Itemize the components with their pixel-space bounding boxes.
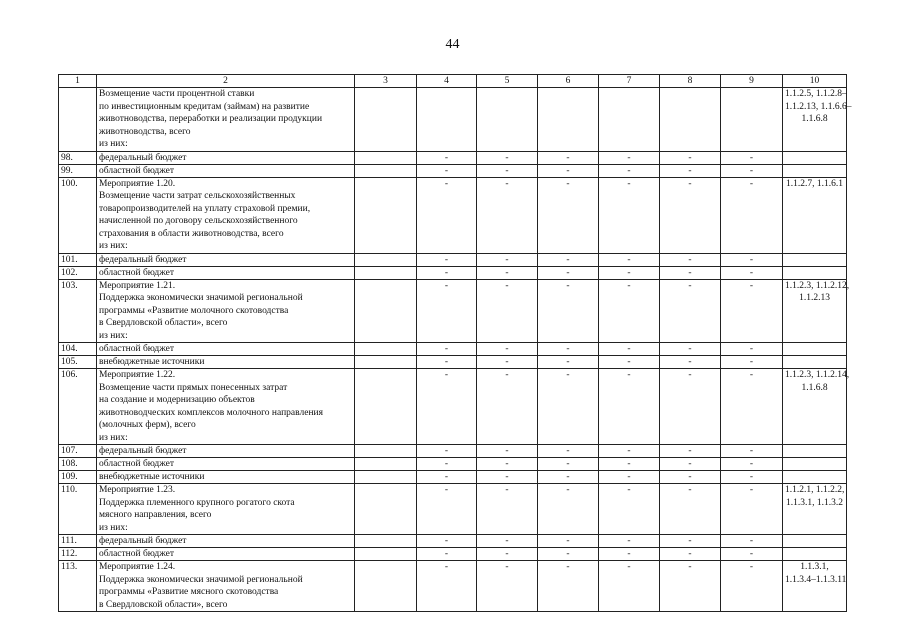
cell-col3 xyxy=(355,88,417,152)
value-cell: - xyxy=(477,253,538,266)
description-line: Возмещение части процентной ставки xyxy=(99,89,255,99)
description-line: на создание и модернизацию объектов xyxy=(99,395,255,405)
value-cell: - xyxy=(599,369,660,445)
value-cell: - xyxy=(599,253,660,266)
description-line: Поддержка экономически значимой региональной xyxy=(99,293,303,303)
value-cell: - xyxy=(477,561,538,612)
table-row xyxy=(59,253,847,266)
value-cell: - xyxy=(538,177,599,253)
reference-cell xyxy=(783,177,847,253)
description-line: Возмещение части затрат сельскохозяйственных xyxy=(99,191,296,201)
value-cell: - xyxy=(417,151,477,164)
table-row xyxy=(59,484,847,535)
value-cell: - xyxy=(538,458,599,471)
description-line: Возмещение части прямых понесенных затрат xyxy=(99,382,288,393)
value-cell: - xyxy=(477,458,538,471)
cell-col3 xyxy=(355,266,417,279)
description-line: из них: xyxy=(99,241,128,251)
row-number: 111. xyxy=(59,535,97,548)
value-cell: - xyxy=(660,369,721,445)
value-cell: - xyxy=(477,445,538,458)
value-cell: - xyxy=(538,548,599,561)
value-cell xyxy=(538,88,599,152)
row-description xyxy=(97,88,355,152)
reference-cell xyxy=(783,484,847,535)
reference-cell xyxy=(783,535,847,548)
value-cell: - xyxy=(721,471,783,484)
column-header: 9 xyxy=(721,75,783,88)
description-line: товаропроизводителей на уплату страховой премии, xyxy=(99,203,311,214)
table-row xyxy=(59,177,847,253)
value-cell: - xyxy=(721,535,783,548)
reference-line: 1.1.2.3, 1.1.2.12, xyxy=(785,280,850,291)
row-number: 109. xyxy=(59,471,97,484)
cell-col3 xyxy=(355,356,417,369)
description-line: животноводства, всего xyxy=(99,126,191,137)
description-line: Поддержка экономически значимой региональной xyxy=(99,574,303,585)
row-description xyxy=(97,458,355,471)
column-header: 7 xyxy=(599,75,660,88)
value-cell: - xyxy=(538,356,599,369)
cell-col3 xyxy=(355,458,417,471)
row-number: 102. xyxy=(59,266,97,279)
description-line: в Свердловской области», всего xyxy=(99,318,228,328)
reference-cell xyxy=(783,458,847,471)
cell-col3 xyxy=(355,535,417,548)
column-header: 8 xyxy=(660,75,721,88)
row-description xyxy=(97,561,355,612)
table-row xyxy=(59,88,847,152)
reference-line: 1.1.2.5, 1.1.2.8– xyxy=(785,89,847,99)
cell-col3 xyxy=(355,561,417,612)
description-line: из них: xyxy=(99,522,128,533)
reference-cell xyxy=(783,356,847,369)
value-cell: - xyxy=(538,343,599,356)
value-cell: - xyxy=(477,471,538,484)
table-row xyxy=(59,279,847,343)
reference-cell xyxy=(783,164,847,177)
row-number xyxy=(59,88,97,152)
cell-col3 xyxy=(355,177,417,253)
value-cell: - xyxy=(721,151,783,164)
table-row xyxy=(59,164,847,177)
value-cell: - xyxy=(538,535,599,548)
row-number: 106. xyxy=(59,369,97,445)
cell-col3 xyxy=(355,253,417,266)
table-row xyxy=(59,471,847,484)
row-number: 107. xyxy=(59,445,97,458)
row-description xyxy=(97,279,355,343)
description-line: областной бюджет xyxy=(99,344,175,354)
value-cell: - xyxy=(417,458,477,471)
table-row xyxy=(59,266,847,279)
table-row xyxy=(59,369,847,445)
value-cell: - xyxy=(477,164,538,177)
value-cell: - xyxy=(417,535,477,548)
cell-col3 xyxy=(355,484,417,535)
value-cell: - xyxy=(538,445,599,458)
reference-line: 1.1.3.1, 1.1.3.2 xyxy=(786,497,843,508)
description-line: из них: xyxy=(99,139,128,149)
table-row xyxy=(59,356,847,369)
value-cell xyxy=(599,88,660,152)
column-header: 4 xyxy=(417,75,477,88)
value-cell: - xyxy=(721,164,783,177)
value-cell: - xyxy=(599,535,660,548)
value-cell: - xyxy=(417,484,477,535)
value-cell: - xyxy=(660,445,721,458)
row-number: 98. xyxy=(59,151,97,164)
row-description xyxy=(97,484,355,535)
row-number: 108. xyxy=(59,458,97,471)
value-cell: - xyxy=(417,369,477,445)
cell-col3 xyxy=(355,369,417,445)
value-cell: - xyxy=(660,151,721,164)
value-cell xyxy=(417,88,477,152)
description-line: (молочных ферм), всего xyxy=(99,420,196,430)
value-cell: - xyxy=(721,356,783,369)
description-line: Мероприятие 1.24. xyxy=(99,562,176,572)
row-description xyxy=(97,369,355,445)
value-cell: - xyxy=(538,484,599,535)
description-line: Поддержка племенного крупного рогатого скота xyxy=(99,497,295,508)
description-line: мясного направления, всего xyxy=(99,510,212,520)
value-cell: - xyxy=(660,548,721,561)
value-cell: - xyxy=(721,279,783,343)
value-cell: - xyxy=(477,356,538,369)
value-cell: - xyxy=(599,266,660,279)
table-row xyxy=(59,151,847,164)
reference-line: 1.1.3.1, xyxy=(800,562,829,572)
description-line: Мероприятие 1.22. xyxy=(99,370,176,380)
reference-cell xyxy=(783,88,852,152)
value-cell: - xyxy=(538,164,599,177)
row-number: 105. xyxy=(59,356,97,369)
row-number: 100. xyxy=(59,177,97,253)
cell-col3 xyxy=(355,151,417,164)
value-cell: - xyxy=(599,356,660,369)
column-header: 3 xyxy=(355,75,417,88)
column-header: 10 xyxy=(783,75,847,88)
description-line: федеральный бюджет xyxy=(99,536,187,546)
value-cell: - xyxy=(599,164,660,177)
value-cell: - xyxy=(721,343,783,356)
value-cell: - xyxy=(721,445,783,458)
value-cell: - xyxy=(599,484,660,535)
column-header: 5 xyxy=(477,75,538,88)
description-line: внебюджетные источники xyxy=(99,357,205,367)
reference-line: 1.1.2.13, 1.1.6.6– xyxy=(785,101,852,112)
row-description xyxy=(97,471,355,484)
value-cell: - xyxy=(477,369,538,445)
description-line: внебюджетные источники xyxy=(99,472,205,482)
reference-cell xyxy=(783,151,847,164)
row-description xyxy=(97,445,355,458)
table-row xyxy=(59,548,847,561)
description-line: начисленной по договору сельскохозяйственного xyxy=(99,216,298,226)
value-cell: - xyxy=(538,471,599,484)
value-cell: - xyxy=(599,445,660,458)
reference-line: 1.1.2.7, 1.1.6.1 xyxy=(786,178,843,189)
description-line: страхования в области животноводства, всего xyxy=(99,228,284,239)
description-line: федеральный бюджет xyxy=(99,152,187,163)
cell-col3 xyxy=(355,164,417,177)
description-line: областной бюджет xyxy=(99,165,175,176)
description-line: в Свердловской области», всего xyxy=(99,599,228,610)
row-description xyxy=(97,535,355,548)
row-description xyxy=(97,343,355,356)
value-cell: - xyxy=(538,369,599,445)
description-line: программы «Развитие мясного скотоводства xyxy=(99,587,279,597)
value-cell: - xyxy=(417,471,477,484)
value-cell: - xyxy=(721,177,783,253)
value-cell: - xyxy=(477,177,538,253)
description-line: Мероприятие 1.23. xyxy=(99,485,176,495)
description-line: федеральный бюджет xyxy=(99,254,187,265)
value-cell: - xyxy=(477,266,538,279)
reference-line: 1.1.2.3, 1.1.2.14, xyxy=(785,370,850,380)
value-cell: - xyxy=(721,253,783,266)
reference-cell xyxy=(783,471,847,484)
description-line: федеральный бюджет xyxy=(99,446,187,456)
cell-col3 xyxy=(355,279,417,343)
value-cell: - xyxy=(417,164,477,177)
reference-line: 1.1.3.4–1.1.3.11 xyxy=(785,574,847,585)
description-line: по инвестиционным кредитам (займам) на развитие xyxy=(99,101,310,112)
value-cell: - xyxy=(599,279,660,343)
page-number: 44 xyxy=(445,37,460,52)
row-number: 110. xyxy=(59,484,97,535)
table-row xyxy=(59,445,847,458)
value-cell: - xyxy=(417,266,477,279)
reference-line: 1.1.6.8 xyxy=(801,382,828,393)
reference-cell xyxy=(783,369,850,445)
description-line: Мероприятие 1.20. xyxy=(99,178,176,189)
reference-cell xyxy=(783,445,847,458)
value-cell: - xyxy=(417,253,477,266)
value-cell: - xyxy=(721,484,783,535)
row-description xyxy=(97,253,355,266)
row-number: 104. xyxy=(59,343,97,356)
value-cell: - xyxy=(599,561,660,612)
value-cell: - xyxy=(660,484,721,535)
reference-cell xyxy=(783,548,847,561)
value-cell: - xyxy=(538,266,599,279)
value-cell: - xyxy=(599,458,660,471)
value-cell xyxy=(660,88,721,152)
cell-col3 xyxy=(355,343,417,356)
value-cell: - xyxy=(660,535,721,548)
value-cell: - xyxy=(721,266,783,279)
value-cell: - xyxy=(721,458,783,471)
value-cell: - xyxy=(538,151,599,164)
description-line: программы «Развитие молочного скотоводства xyxy=(99,305,289,316)
row-description xyxy=(97,151,355,164)
reference-line: 1.1.6.8 xyxy=(801,114,828,124)
row-number: 101. xyxy=(59,253,97,266)
value-cell: - xyxy=(599,151,660,164)
description-line: из них: xyxy=(99,432,128,443)
table-header-row xyxy=(59,75,847,88)
value-cell: - xyxy=(599,343,660,356)
value-cell: - xyxy=(599,471,660,484)
reference-cell xyxy=(783,253,847,266)
column-header: 1 xyxy=(59,75,97,88)
value-cell: - xyxy=(477,151,538,164)
budget-table xyxy=(58,74,852,612)
row-number: 99. xyxy=(59,164,97,177)
value-cell: - xyxy=(417,445,477,458)
reference-cell xyxy=(783,343,847,356)
value-cell: - xyxy=(477,548,538,561)
value-cell: - xyxy=(660,471,721,484)
value-cell: - xyxy=(660,343,721,356)
description-line: животноводческих комплексов молочного направления xyxy=(99,407,324,418)
value-cell: - xyxy=(721,561,783,612)
column-header: 2 xyxy=(97,75,355,88)
value-cell: - xyxy=(417,177,477,253)
value-cell: - xyxy=(417,548,477,561)
value-cell: - xyxy=(660,561,721,612)
value-cell: - xyxy=(599,548,660,561)
cell-col3 xyxy=(355,445,417,458)
description-line: из них: xyxy=(99,330,128,341)
value-cell: - xyxy=(417,279,477,343)
value-cell: - xyxy=(660,279,721,343)
reference-line: 1.1.2.13 xyxy=(799,293,830,303)
description-line: областной бюджет xyxy=(99,549,175,559)
row-description xyxy=(97,177,355,253)
reference-cell xyxy=(783,561,847,612)
row-number: 112. xyxy=(59,548,97,561)
value-cell xyxy=(477,88,538,152)
table-row xyxy=(59,343,847,356)
description-line: Мероприятие 1.21. xyxy=(99,280,176,291)
value-cell: - xyxy=(417,561,477,612)
value-cell: - xyxy=(538,253,599,266)
value-cell: - xyxy=(660,177,721,253)
table-row xyxy=(59,561,847,612)
row-number: 103. xyxy=(59,279,97,343)
value-cell: - xyxy=(599,177,660,253)
value-cell: - xyxy=(660,253,721,266)
value-cell: - xyxy=(417,356,477,369)
value-cell: - xyxy=(477,484,538,535)
value-cell xyxy=(721,88,783,152)
value-cell: - xyxy=(538,279,599,343)
value-cell: - xyxy=(660,164,721,177)
row-description xyxy=(97,164,355,177)
row-description xyxy=(97,356,355,369)
cell-col3 xyxy=(355,471,417,484)
value-cell: - xyxy=(417,343,477,356)
description-line: областной бюджет xyxy=(99,267,175,278)
value-cell: - xyxy=(477,343,538,356)
value-cell: - xyxy=(660,266,721,279)
column-header: 6 xyxy=(538,75,599,88)
table-row xyxy=(59,458,847,471)
row-number: 113. xyxy=(59,561,97,612)
value-cell: - xyxy=(477,535,538,548)
reference-cell xyxy=(783,279,850,343)
value-cell: - xyxy=(721,548,783,561)
value-cell: - xyxy=(660,458,721,471)
description-line: областной бюджет xyxy=(99,459,175,469)
value-cell: - xyxy=(721,369,783,445)
row-description xyxy=(97,266,355,279)
description-line: животноводства, переработки и реализации продукции xyxy=(99,114,323,124)
reference-line: 1.1.2.1, 1.1.2.2, xyxy=(785,485,845,495)
row-description xyxy=(97,548,355,561)
value-cell: - xyxy=(538,561,599,612)
table-row xyxy=(59,535,847,548)
value-cell: - xyxy=(660,356,721,369)
reference-cell xyxy=(783,266,847,279)
cell-col3 xyxy=(355,548,417,561)
value-cell: - xyxy=(477,279,538,343)
